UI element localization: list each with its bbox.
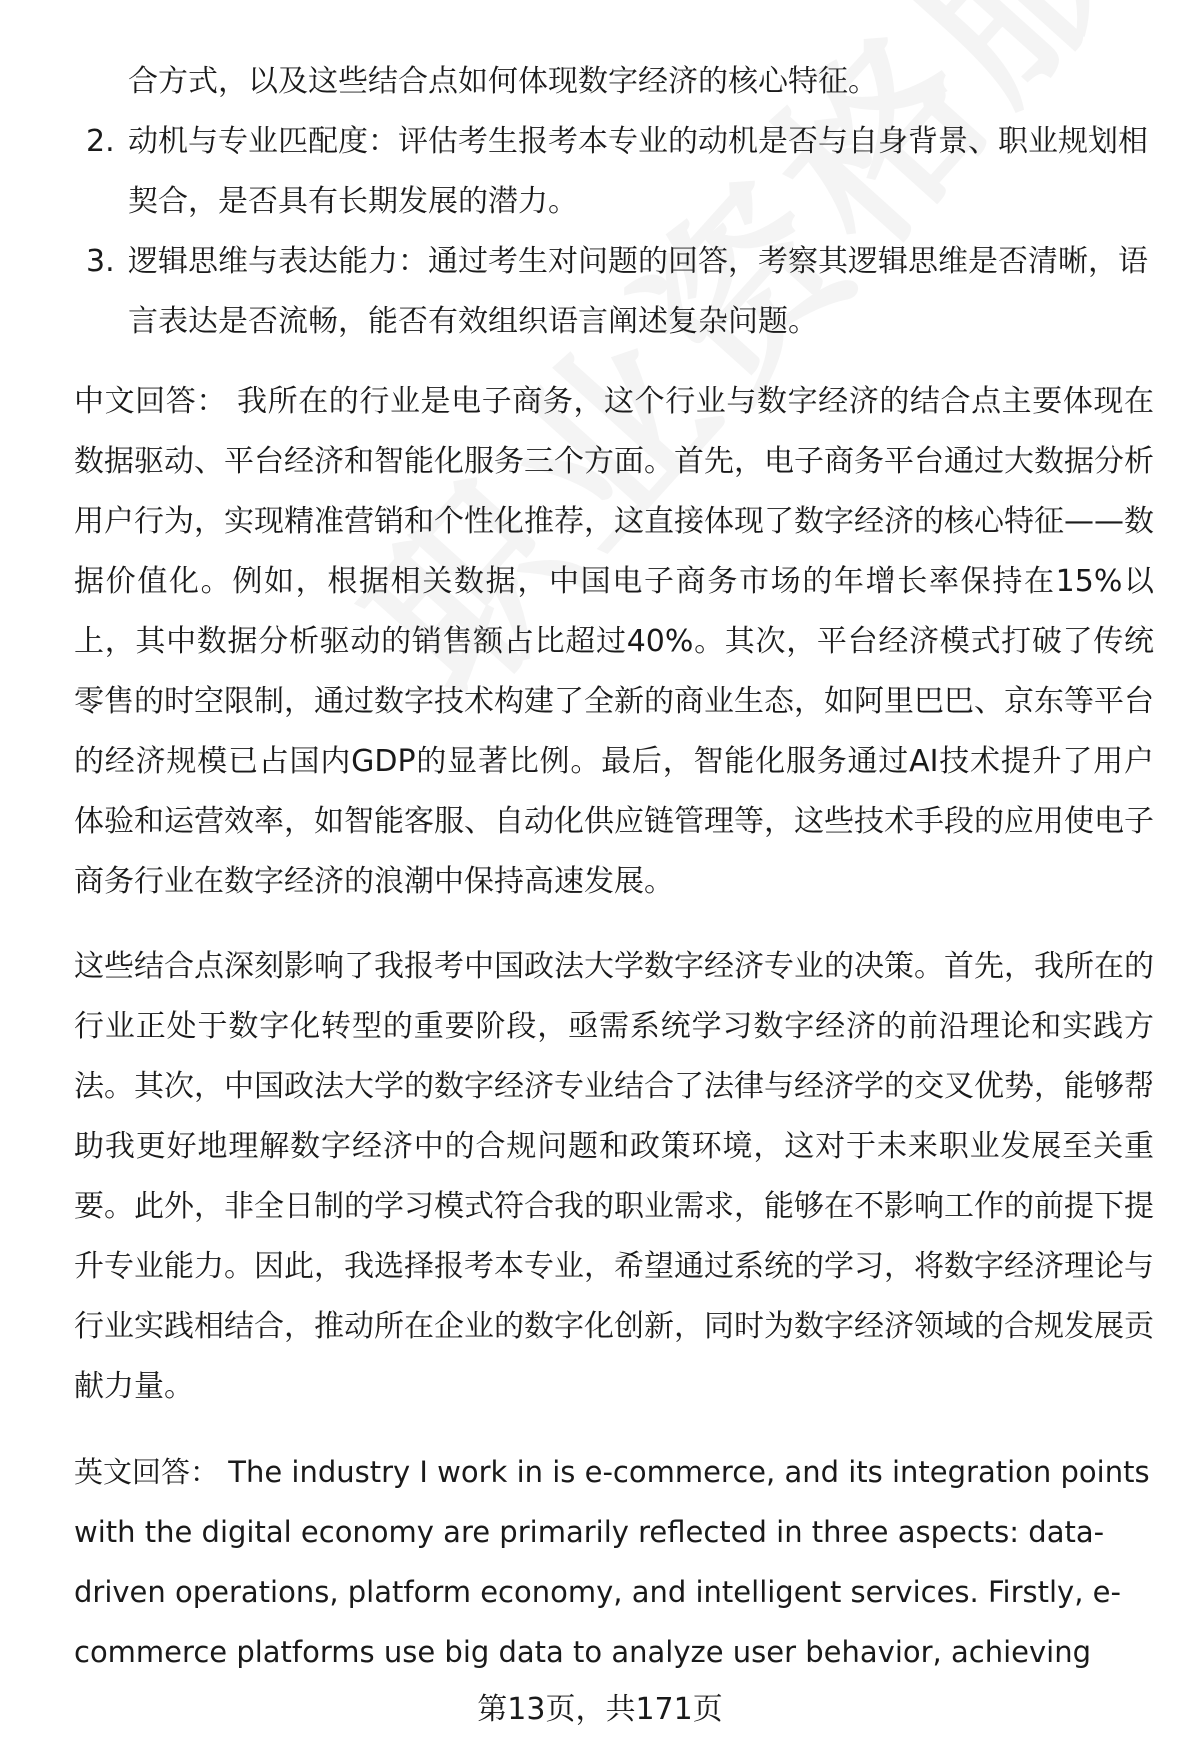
list-item-text: 逻辑思维与表达能力：通过考生对问题的回答，考察其逻辑思维是否清晰，语言表达是否流畅，能否有效组织语言阐述复杂问题。 (128, 244, 1148, 339)
chinese-answer-text: 我所在的行业是电子商务，这个行业与数字经济的结合点主要体现在数据驱动、平台经济和智能化服务三个方面。首先，电子商务平台通过大数据分析用户行为，实现精准营销和个性化推荐，这直接体现了数字经济的核心特征——数据价值化。例如，根据相关数据，中国电子商务市场的年增长率保持在15%以上，其中数据分析驱动的销售额占比超过40%。其次，平台经济模式打破了传统零售的时空限制，通过数字技术构建了全新的商业生态，如阿里巴巴、京东等平台的经济规模已占国内GDP的显著比例。最后，智能化服务通过AI技术提升了用户体验和运营效率，如智能客服、自动化供应链管理等，这些技术手段的应用使电子商务行业在数字经济的浪潮中保持高速发展。 (74, 384, 1154, 899)
page-number-footer: 第13页，共171页 (477, 1692, 723, 1727)
page-content (74, 52, 1154, 1682)
list-item-number: 3. (86, 244, 115, 279)
chinese-answer-paragraph (74, 372, 1154, 912)
list-item (74, 112, 1154, 232)
list-continuation: 合方式，以及这些结合点如何体现数字经济的核心特征。 (128, 64, 878, 99)
list-item-text: 动机与专业匹配度：评估考生报考本专业的动机是否与自身背景、职业规划相契合，是否具有长期发展的潜力。 (128, 124, 1148, 219)
english-answer-paragraph (74, 1442, 1154, 1682)
english-answer-text: The industry I work in is e-commerce, and its integration points with the digital economy are primarily reflected in three aspects: data-driven operations, platform economy, and intelligent services. Firstly, e-commerce platforms use big data to analyze user behavior, achieving (74, 1455, 1150, 1669)
decision-paragraph: 这些结合点深刻影响了我报考中国政法大学数字经济专业的决策。首先，我所在的行业正处于数字化转型的重要阶段，亟需系统学习数字经济的前沿理论和实践方法。其次，中国政法大学的数字经济专业结合了法律与经济学的交叉优势，能够帮助我更好地理解数字经济中的合规问题和政策环境，这对于未来职业发展至关重要。此外，非全日制的学习模式符合我的职业需求，能够在不影响工作的前提下提升专业能力。因此，我选择报考本专业，希望通过系统的学习，将数字经济理论与行业实践相结合，推动所在企业的数字化创新，同时为数字经济领域的合规发展贡献力量。 (74, 949, 1154, 1404)
list-item-number: 2. (86, 124, 115, 159)
chinese-answer-label: 中文回答： (74, 384, 227, 419)
list-item (74, 232, 1154, 352)
english-answer-label: 英文回答： (74, 1455, 220, 1489)
